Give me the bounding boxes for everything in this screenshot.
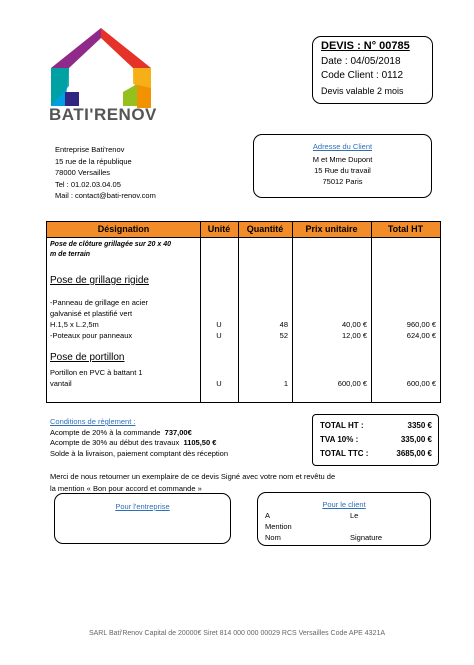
column-divider: [200, 222, 201, 402]
client-address-box: [253, 134, 432, 198]
intro-line-1: Pose de clôture grillagée sur 20 x 40: [50, 241, 171, 248]
item1-desc-1: -Panneau de grillage en acier: [50, 298, 148, 307]
total-ttc-value: 3685,00 €: [396, 449, 432, 458]
item1-price: 40,00 €: [341, 320, 367, 329]
total-ttc-label: TOTAL TTC :: [320, 449, 369, 458]
item3-price: 600,00 €: [337, 379, 367, 388]
payment-conditions: [50, 417, 228, 459]
company-name: Entreprise Bati'renov: [55, 145, 125, 154]
company-street: 15 rue de la république: [55, 156, 132, 166]
total-ht-label: TOTAL HT :: [320, 421, 364, 430]
item3-qty: 1: [283, 379, 288, 388]
condition-1-amount: 737,00€: [164, 427, 192, 437]
company-mail: Mail : contact@bati-renov.com: [55, 191, 156, 200]
sig-label-nom: Nom: [265, 533, 281, 542]
client-signature-title: Pour le client: [322, 500, 366, 509]
company-signature-title: Pour l'entreprise: [115, 502, 170, 511]
condition-1-text: Acompte de 20% à la commande: [50, 427, 161, 437]
header-quantite: Quantité: [238, 222, 292, 238]
company-tel: Tel : 01.02.03.04.05: [55, 179, 121, 189]
item1-desc-2: galvanisé et plastifié vert: [50, 309, 133, 318]
intro-line-2: m de terrain: [50, 251, 91, 258]
company-address: [55, 144, 156, 202]
legal-footer: SARL Bati'Renov Capital de 20000€ Siret 814 000 000 00029 RCS Versailles Code APE 4321A: [88, 630, 386, 637]
client-city: 75012 Paris: [322, 177, 363, 186]
tva-value: 335,00 €: [400, 435, 432, 444]
devis-client-code: Code Client : 0112: [321, 70, 404, 81]
item3-desc-1: Portillon en PVC à battant 1: [50, 368, 143, 377]
client-name: M et Mme Dupont: [312, 155, 373, 164]
item2-desc: -Poteaux pour panneaux: [50, 331, 133, 340]
tva-label: TVA 10% :: [320, 435, 359, 444]
column-divider: [371, 222, 372, 402]
client-signature-box[interactable]: [257, 492, 431, 546]
item1-qty: 48: [279, 320, 288, 329]
item2-unit: U: [216, 331, 222, 340]
devis-info-box: [312, 36, 433, 104]
totals-box: [312, 414, 439, 466]
header-designation: Désignation: [47, 222, 200, 238]
header-total-ht: Total HT: [371, 222, 440, 238]
item3-desc-2: vantail: [50, 379, 72, 388]
return-line-2: la mention « Bon pour accord et commande »: [50, 484, 202, 493]
sig-label-mention: Mention: [265, 522, 292, 531]
item1-desc-3: H.1,5 x L.2,5m: [50, 320, 99, 329]
column-divider: [238, 222, 239, 402]
total-ht-value: 3350 €: [407, 421, 432, 430]
condition-2-text: Acompte de 30% au début des travaux: [50, 438, 180, 447]
condition-line-2: [50, 438, 228, 449]
condition-2-amount: 1105,50 €: [183, 438, 217, 447]
section-portillon-title: Pose de portillon: [50, 352, 125, 363]
company-city: 78000 Versailles: [55, 168, 111, 177]
sig-label-signature: Signature: [350, 533, 383, 542]
item3-total: 600,00 €: [406, 379, 436, 388]
item2-qty: 52: [279, 331, 288, 340]
condition-line-1: [50, 428, 228, 439]
client-street: 15 Rue du travail: [314, 166, 371, 175]
item3-unit: U: [216, 379, 222, 388]
bati-renov-logo: [49, 28, 157, 108]
sig-label-a: A: [265, 511, 271, 520]
quote-table: [46, 221, 441, 403]
header-prix-unitaire: Prix unitaire: [292, 222, 371, 238]
brand-name: BATI'RENOV: [49, 105, 157, 124]
conditions-title: Conditions de règlement :: [50, 417, 136, 426]
item2-price: 12,00 €: [341, 331, 367, 340]
column-divider: [292, 222, 293, 402]
return-line-1: Merci de nous retourner un exemplaire de ce devis Signé avec votre nom et revêtu de: [50, 472, 336, 481]
item2-total: 624,00 €: [406, 331, 436, 340]
condition-3-text: Solde à la livraison, paiement comptant dès réception: [50, 448, 229, 458]
sig-label-le: Le: [350, 511, 359, 520]
header-unite: Unité: [200, 222, 238, 238]
company-signature-box[interactable]: [54, 493, 231, 544]
devis-validity: Devis valable 2 mois: [321, 86, 404, 96]
item1-unit: U: [216, 320, 222, 329]
client-address-title: Adresse du Client: [312, 142, 373, 151]
section-grillage-title: Pose de grillage rigide: [50, 275, 149, 286]
devis-date: Date : 04/05/2018: [321, 56, 401, 67]
devis-number: DEVIS : N° 00785: [321, 40, 410, 52]
item1-total: 960,00 €: [406, 320, 436, 329]
